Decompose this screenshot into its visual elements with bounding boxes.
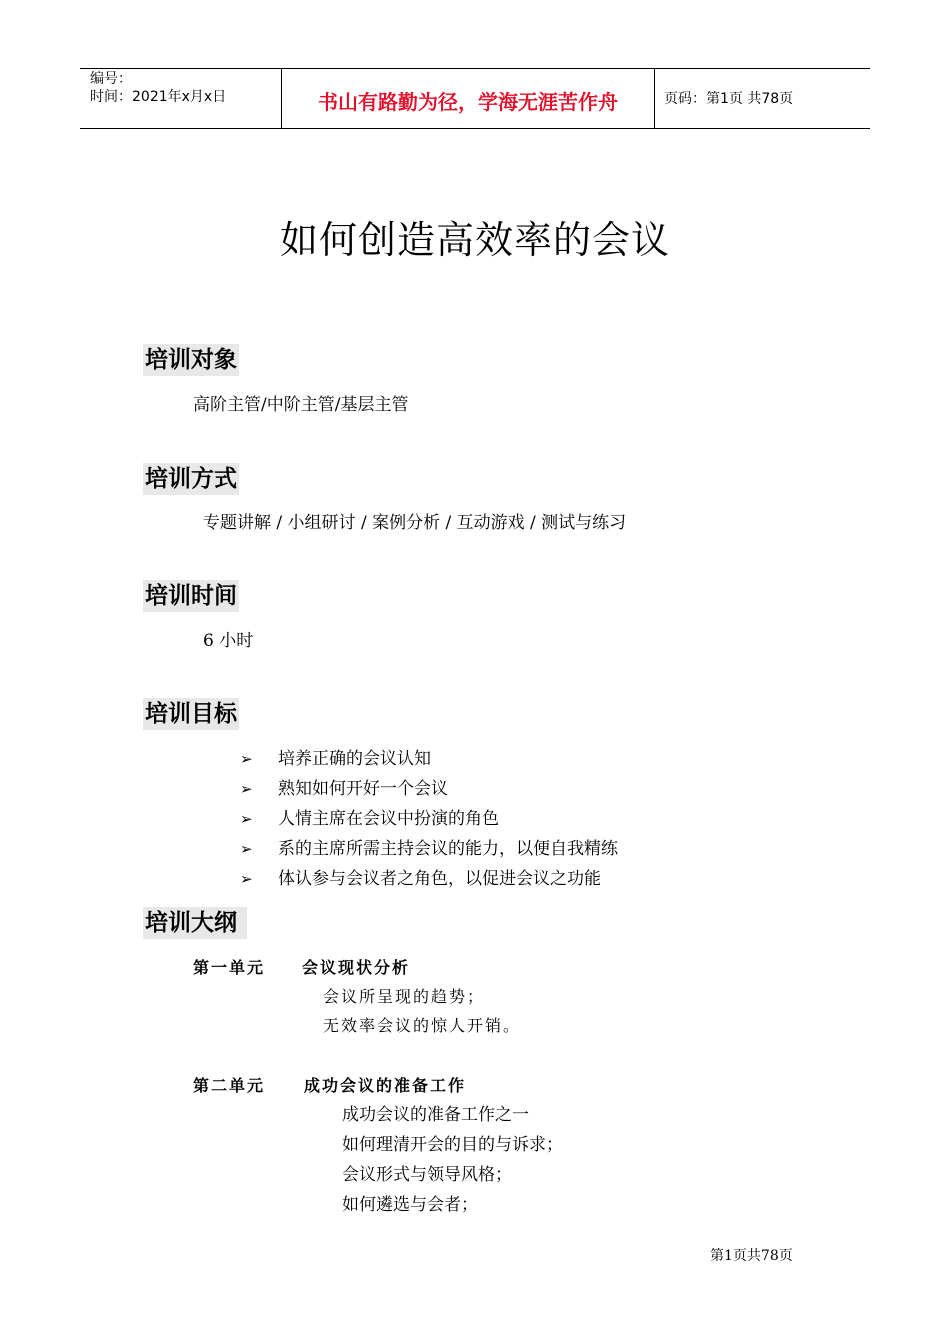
method-text: 专题讲解 / 小组研讨 / 案例分析 / 互动游戏 / 测试与练习 xyxy=(203,513,627,533)
section-heading-goals: 培训目标 xyxy=(143,698,239,730)
document-title: 如何创造高效率的会议 xyxy=(279,218,670,262)
goal-item: 系的主席所需主持会议的能力，以便自我精练 xyxy=(278,839,618,859)
unit-name: 成功会议的准备工作 xyxy=(304,1076,467,1095)
unit-number: 第二单元 xyxy=(193,1076,266,1095)
date-line: 时间：2021年x月x日 xyxy=(90,89,227,105)
arrow-bullet-icon: ➢ xyxy=(240,870,253,888)
goal-item: 人情主席在会议中扮演的角色 xyxy=(278,809,499,829)
section-heading-method: 培训方式 xyxy=(143,463,239,495)
page-info: 页码：第1页 共78页 xyxy=(664,91,794,107)
arrow-bullet-icon: ➢ xyxy=(240,810,253,828)
goal-item: 体认参与会议者之角色，以促进会议之功能 xyxy=(278,869,601,889)
unit-item: 无效率会议的惊人开销。 xyxy=(323,1016,522,1035)
unit-number: 第一单元 xyxy=(193,958,266,977)
section-heading-audience: 培训对象 xyxy=(143,344,239,376)
header-bottom-rule xyxy=(80,128,870,129)
unit-item: 如何理清开会的目的与诉求； xyxy=(342,1135,563,1155)
audience-text: 高阶主管/中阶主管/基层主管 xyxy=(193,395,409,415)
arrow-bullet-icon: ➢ xyxy=(240,840,253,858)
page-footer: 第1页共78页 xyxy=(710,1248,793,1264)
header-divider xyxy=(654,68,655,129)
section-heading-duration: 培训时间 xyxy=(143,580,239,612)
goal-item: 培养正确的会议认知 xyxy=(278,749,431,769)
goal-item: 熟知如何开好一个会议 xyxy=(278,779,448,799)
arrow-bullet-icon: ➢ xyxy=(240,780,253,798)
unit-item: 如何遴选与会者； xyxy=(342,1195,478,1215)
header-top-rule xyxy=(80,68,870,69)
unit-item: 会议形式与领导风格； xyxy=(342,1165,512,1185)
arrow-bullet-icon: ➢ xyxy=(240,750,253,768)
unit-item: 会议所呈现的趋势； xyxy=(323,987,486,1006)
unit-item: 成功会议的准备工作之一 xyxy=(342,1105,529,1125)
header-motto: 书山有路勤为径，学海无涯苦作舟 xyxy=(318,90,618,114)
serial-label: 编号： xyxy=(90,71,132,87)
duration-text: 6 小时 xyxy=(203,631,254,651)
section-heading-outline: 培训大纲 xyxy=(143,907,247,939)
unit-name: 会议现状分析 xyxy=(302,958,411,977)
